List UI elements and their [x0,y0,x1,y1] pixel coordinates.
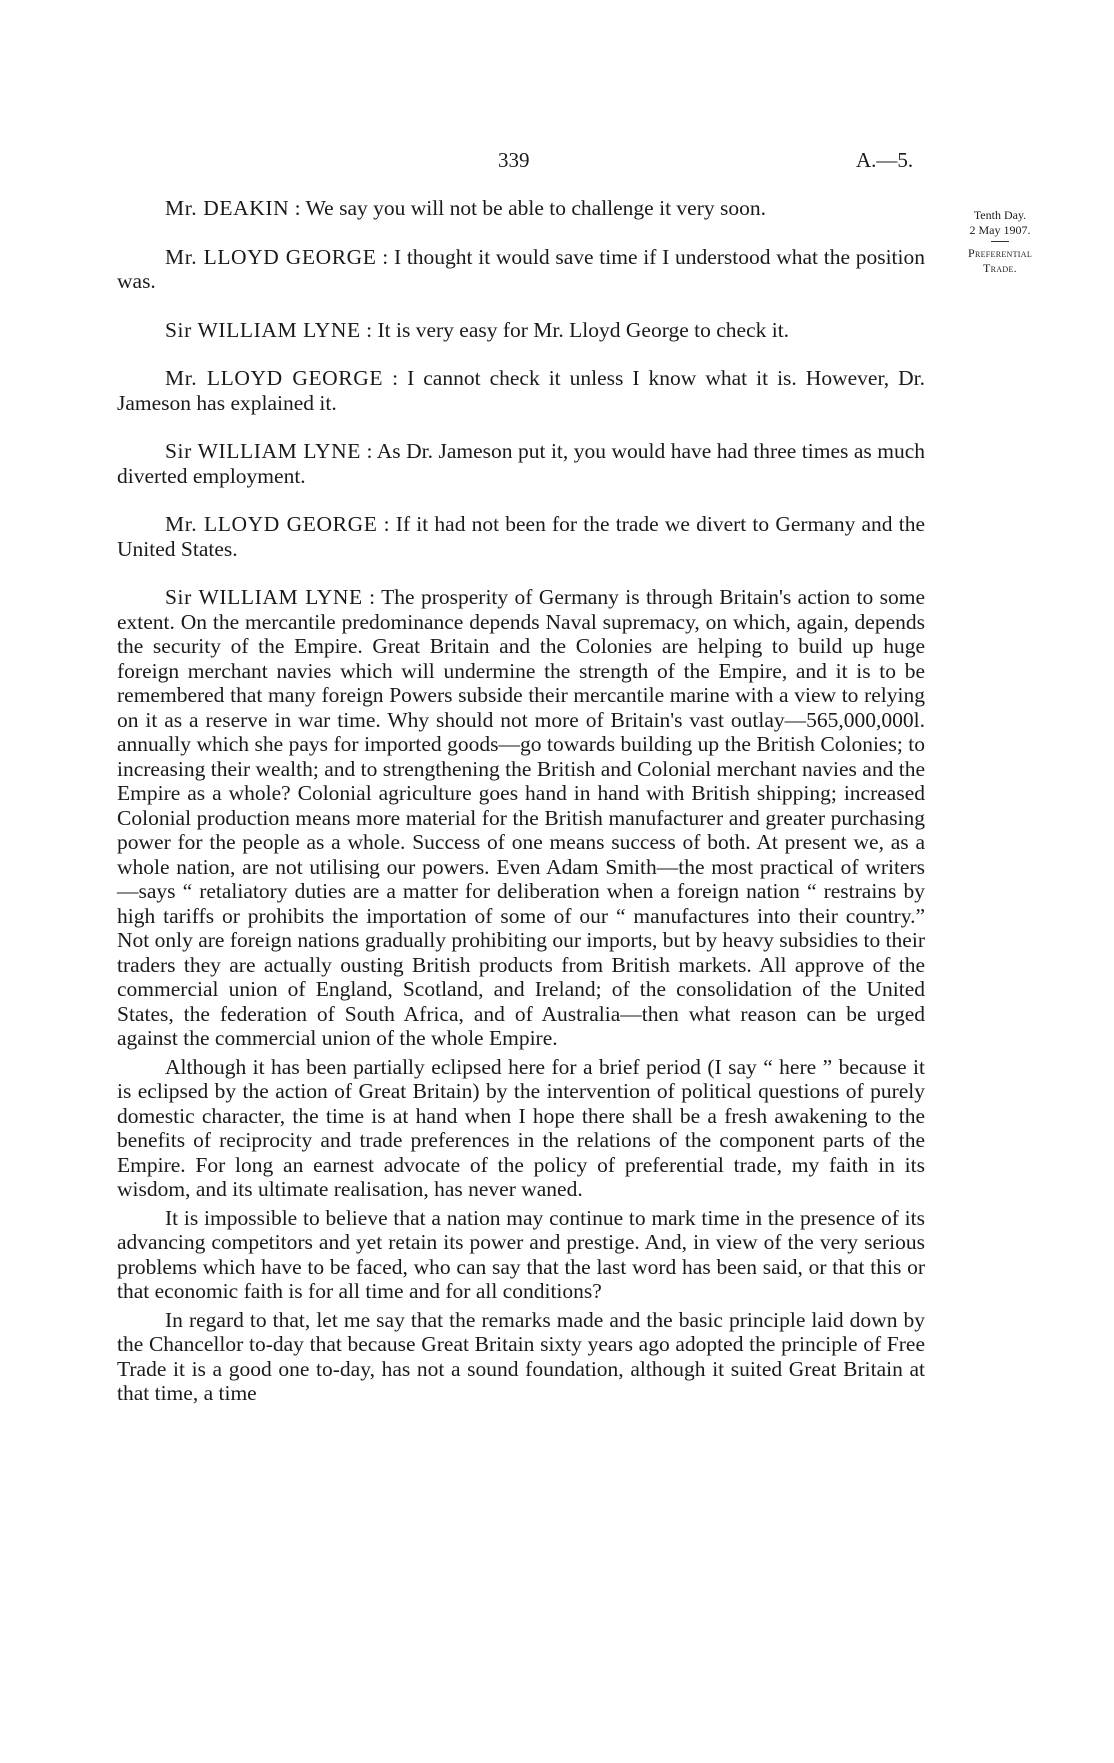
margin-note [924,208,1076,276]
body-paragraph: In regard to that, let me say that the remarks made and the basic principle laid down by the Chancellor to-day that because Great Britain sixty years ago adopted the principle of Free Trade it is a good one to-day, has not a sound foundation, although it suited Great Britain at that time, a time [117,1307,925,1405]
speech-turn: Sir WILLIAM LYNE : It is very easy for Mr. Lloyd George to check it. [165,317,790,342]
speech-text: It is very easy for Mr. Lloyd George to check it. [377,317,790,342]
speech-turn: Mr. LLOYD GEORGE : I thought it would save time if I understood what the position was. [117,244,925,293]
speech-text: As Dr. Jameson put it, you would have had three times as much diverted employment. [117,439,925,488]
speech-turn: Mr. DEAKIN : We say you will not be able to challenge it very soon. [165,196,766,220]
speech-turn: Mr. LLOYD GEORGE : If it had not been for the trade we divert to Germany and the United States. [117,512,925,561]
series-reference: A.—5. [856,148,914,172]
speaker-name: Sir WILLIAM LYNE [165,585,363,609]
speech-text: If it had not been for the trade we divert to Germany and the United States. [117,512,925,561]
document-body [117,196,925,1406]
page-number: 339 [498,148,530,172]
speaker-name: Mr. LLOYD GEORGE [165,366,384,390]
speech-turn: Sir WILLIAM LYNE : As Dr. Jameson put it, you would have had three times as much diverted employment. [117,439,925,488]
speaker-name: Mr. DEAKIN [165,196,290,220]
speech-text: We say you will not be able to challenge it very soon. [305,196,766,220]
body-paragraph: Although it has been partially eclipsed here for a brief period (I say “ here ” because it is eclipsed by the action of Great Britain) by the intervention of political questions of purely domestic character, the time is at hand when I hope there shall be a fresh awakening to the benefits of reciprocity and trade preferences in the relations of the component parts of the Empire. For long an earnest advocate of the policy of preferential trade, my faith in its wisdom, and its ultimate realisation, has never waned. [117,1054,925,1201]
body-paragraph: It is impossible to believe that a nation may continue to mark time in the presence of its advancing competitors and yet retain its power and prestige. And, in view of the very serious problems which have to be faced, who can say that the last word has been said, or that this or that economic faith is for all time and for all conditions? [117,1205,925,1303]
speech-text: I thought it would save time if I understood what the position was. [117,244,925,293]
margin-note-topic-line1: Preferential [967,246,1033,260]
speech-text: I cannot check it unless I know what it is. However, Dr. Jameson has explained it. [117,366,925,415]
speech-text: The prosperity of Germany is through Britain's action to some extent. On the mercantile predominance depends Naval supremacy, on which, again, depends the security of the Empire. Great Britain and the Colonies are helping to build up huge foreign merchant navies which will undermine the strength of the Empire, and it is to be remembered that many foreign Powers subside their mercantile marine with a view to relying on it as a reserve in war time. Why should not more of Britain's vast outlay—565,000,000l. annually which she pays for imported goods—go towards building up the British Colonies; to increasing their wealth; and to strengthening the British and Colonial merchant navies and the Empire as a whole? Colonial agriculture goes hand in hand with British shipping; increased Colonial production means more material for the British manufacturer and greater purchasing power for the people as a whole. Success of one means success of both. At present we, as a whole nation, are not utilising our powers. Even Adam Smith—the most practical of writers —says “ retaliatory duties are a matter for deliberation when a foreign nation “ restrains by high tariffs or prohibits the importation of some of our “ manufactures into their country.” Not only are foreign nations gradually prohibiting our imports, but by heavy subsidies to their traders they are actually ousting British products from British markets. All approve of the commercial union of England, Scotland, and Ireland; of the consolidation of the United States, the federation of South Africa, and of Australia—then what reason can be urged against the commercial union of the whole Empire. [117,585,925,1050]
page-header [0,148,1114,178]
speaker-name: Mr. LLOYD GEORGE [165,512,378,536]
margin-note-divider [991,241,1009,242]
margin-note-date: 2 May 1907. [969,223,1031,237]
speaker-name: Sir WILLIAM LYNE [165,439,361,463]
margin-note-day: Tenth Day. [973,208,1027,222]
speaker-name: Mr. LLOYD GEORGE [165,244,377,269]
margin-note-topic-line2: Trade. [983,261,1017,275]
speech-turn: Sir WILLIAM LYNE : The prosperity of Germany is through Britain's action to some extent. On the mercantile predominance depends Naval supremacy, on which, again, depends the security of the Empire. Great Britain and the Colonies are helping to build up huge foreign merchant navies which will undermine the strength of the Empire, and it is to be remembered that many foreign Powers subside their mercantile marine with a view to relying on it as a reserve in war time. Why should not more of Britain's vast outlay—565,000,000l. annually which she pays for imported goods—go towards building up the British Colonies; to increasing their wealth; and to strengthening the British and Colonial merchant navies and the Empire as a whole? Colonial agriculture goes hand in hand with British shipping; increased Colonial production means more material for the British manufacturer and greater purchasing power for the people as a whole. Success of one means success of both. At present we, as a whole nation, are not utilising our powers. Even Adam Smith—the most practical of writers —says “ retaliatory duties are a matter for deliberation when a foreign nation “ restrains by high tariffs or prohibits the importation of some of our “ manufactures into their country.” Not only are foreign nations gradually prohibiting our imports, but by heavy subsidies to their traders they are actually ousting British products from British markets. All approve of the commercial union of England, Scotland, and Ireland; of the consolidation of the United States, the federation of South Africa, and of Australia—then what reason can be urged against the commercial union of the whole Empire. [117,585,925,1050]
speech-turn: Mr. LLOYD GEORGE : I cannot check it unless I know what it is. However, Dr. Jameson has explained it. [117,366,925,415]
speaker-name: Sir WILLIAM LYNE [165,317,361,342]
